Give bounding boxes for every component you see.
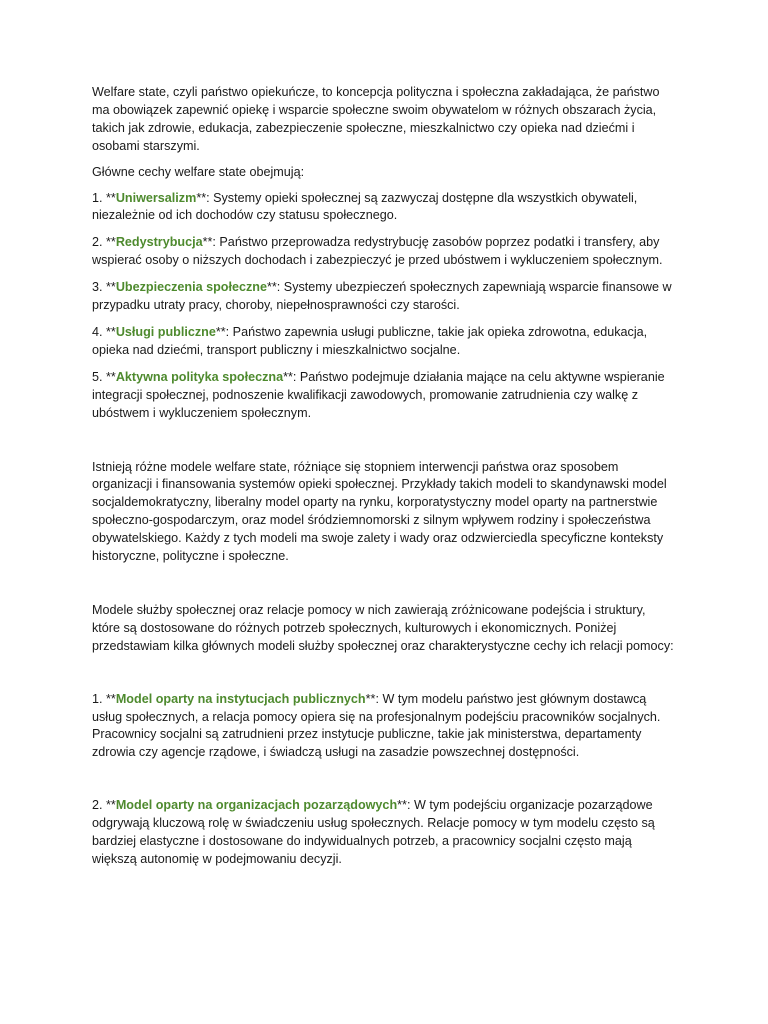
service-model-text: **: W tym podejściu organizacje pozarządowe odgrywają kluczową rolę w świadczeniu usług społecznych. Relacje pomocy w tym modelu często są bardziej elastyczne i dostosowane do indywidualnych potrzeb, a pracownicy socjalni często mają większą autonomię w podejmowaniu decyzji. [92,798,655,866]
feature-item [92,234,676,270]
service-model-term: Model oparty na organizacjach pozarządowych [115,798,398,813]
service-model-term: Model oparty na instytucjach publicznych [115,691,366,706]
service-model-prefix: 1. ** [92,691,116,706]
feature-term: Usługi publiczne [115,324,216,339]
feature-item [92,279,676,315]
feature-prefix: 5. ** [92,369,116,384]
service-model-prefix: 2. ** [92,798,116,813]
feature-text: **: Państwo podejmuje działania mające na celu aktywne wspieranie integracji społecznej, podnoszenie kwalifikacji zawodowych, promowanie zatrudnienia czy walkę z ubóstwem i wykluczeniem społecznym. [92,369,665,420]
features-heading: Główne cechy welfare state obejmują: [92,164,305,179]
feature-prefix: 1. ** [92,190,116,205]
intro-paragraph: Welfare state, czyli państwo opiekuńcze, to koncepcja polityczna i społeczna zakładająca, że państwo ma obowiązek zapewnić opiekę i wsparcie społeczne swoim obywatelom w różnych obszarach życia, takich jak zdrowie, edukacja, zabezpieczenie społeczne, mieszkalnictwo czy opieka nad dziećmi i osobami starszymi. [92,85,660,153]
feature-term: Ubezpieczenia społeczne [115,280,267,295]
feature-term: Redystrybucja [115,235,203,250]
service-paragraph: Modele służby społecznej oraz relacje pomocy w nich zawierają zróżnicowane podejścia i struktury, które są dostosowane do różnych potrzeb społecznych, kulturowych i ekonomicznych. Poniżej przedstawiam kilka głównych modeli służby społecznej oraz charakterystyczne cechy ich relacji pomocy: [92,602,674,653]
feature-text: **: Państwo zapewnia usługi publiczne, takie jak opieka zdrowotna, edukacja, opieka nad dziećmi, transport publiczny i mieszkalnictwo socjalne. [92,324,648,357]
feature-term: Uniwersalizm [115,190,197,205]
models-paragraph: Istnieją różne modele welfare state, różniące się stopniem interwencji państwa oraz sposobem organizacji i finansowania systemów opieki społecznej. Przykłady takich modeli to skandynawski model socjaldemokratyczny, liberalny model oparty na rynku, korporatystyczny model oparty na partnerstwie społeczno-gospodarczym, oraz model śródziemnomorski z silnym wpływem rodziny i społeczeństwa obywatelskiego. Każdy z tych modeli ma swoje zalety i wady oraz odzwierciedla specyficzne konteksty historyczne, polityczne i społeczne. [92,459,667,564]
feature-prefix: 3. ** [92,280,116,295]
feature-item [92,190,676,226]
feature-prefix: 2. ** [92,235,116,250]
feature-item [92,369,676,423]
feature-prefix: 4. ** [92,324,116,339]
feature-item [92,324,676,360]
service-model-item [92,797,676,869]
feature-text: **: Systemy opieki społecznej są zazwyczaj dostępne dla wszystkich obywateli, niezależnie od ich dochodów czy statusu społecznego. [92,190,638,223]
service-model-item [92,691,676,763]
feature-text: **: Państwo przeprowadza redystrybucję zasobów poprzez podatki i transfery, aby wspierać osoby o niższych dochodach i zabezpieczyć je przed ubóstwem i wykluczeniem społecznym. [92,235,663,268]
feature-text: **: Systemy ubezpieczeń społecznych zapewniają wsparcie finansowe w przypadku utraty pracy, choroby, niepełnosprawności czy starości. [92,280,672,313]
service-model-text: **: W tym modelu państwo jest głównym dostawcą usług społecznych, a relacja pomocy opiera się na profesjonalnym podejściu pracowników socjalnych. Pracownicy socjalni są zatrudnieni przez instytucje publiczne, takie jak ministerstwa, departamenty zdrowia czy agencje rządowe, i świadczą usługi na zasadzie powszechnej dostępności. [92,691,661,760]
feature-term: Aktywna polityka społeczna [115,369,284,384]
